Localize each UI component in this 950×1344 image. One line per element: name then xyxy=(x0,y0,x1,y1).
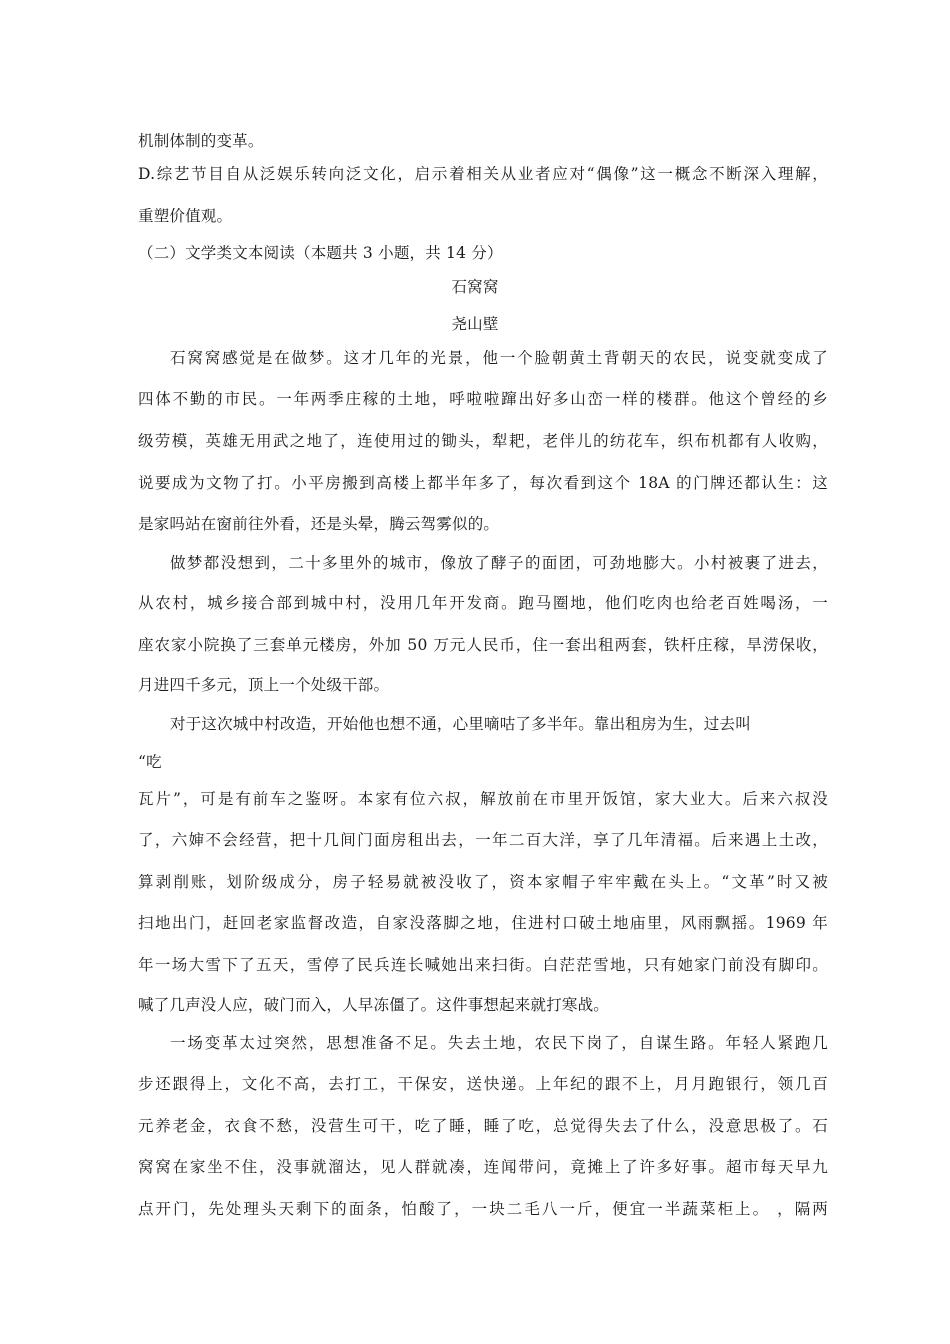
paragraph-1-line-4: 说要成为文物了打。小平房搬到高楼上都半年多了，每次看到这个 18A 的门牌还都认生：这 xyxy=(138,474,828,492)
paragraph-4-line-2: 步还跟得上，文化不高，去打工，干保安，送快递。上年纪的跟不上，月月跑银行，领几百 xyxy=(138,1075,828,1093)
paragraph-3-line-2: “吃 xyxy=(138,753,162,771)
paragraph-3-line-3: 瓦片”，可是有前车之鉴呀。本家有位六叔，解放前在市里开饭馆，家大业大。后来六叔没 xyxy=(138,790,828,808)
paragraph-3-line-6: 扫地出门，赶回老家监督改造，自家没落脚之地，住进村口破土地庙里，风雨飘摇。1969 年 xyxy=(138,914,828,932)
paragraph-3-line-8: 喊了几声没人应，破门而入，人早冻僵了。这件事想起来就打寒战。 xyxy=(138,996,610,1014)
paragraph-2-line-4: 月进四千多元，顶上一个处级干部。 xyxy=(138,676,390,694)
paragraph-1-line-2: 四体不勤的市民。一年两季庄稼的土地，呼啦啦蹿出好多山峦一样的楼群。他这个曾经的乡 xyxy=(138,390,828,408)
paragraph-3-line-7: 年一场大雪下了五天，雪停了民兵连长喊她出来扫街。白茫茫雪地，只有她家门前没有脚印。 xyxy=(138,956,828,974)
paragraph-3-line-5: 算剥削账，划阶级成分，房子轻易就被没收了，资本家帽子牢牢戴在头上。“文革”时又被 xyxy=(138,873,828,891)
paragraph-3-line-1: 对于这次城中村改造，开始他也想不通，心里嘀咕了多半年。靠出租房为生，过去叫 xyxy=(170,715,751,733)
section-heading: （二）文学类文本阅读（本题共 3 小题，共 14 分） xyxy=(138,244,503,262)
previous-text-tail: 机制体制的变革。 xyxy=(138,132,264,150)
paragraph-1-line-3: 级劳模，英雄无用武之地了，连使用过的锄头，犁耙，老伴儿的纺花车，织布机都有人收购， xyxy=(138,432,828,450)
option-d-line-2: 重塑价值观。 xyxy=(138,207,233,225)
paragraph-4-line-5: 点开门，先处理头天剩下的面条，怕酸了，一块二毛八一斤，便宜一半蔬菜柜上。 ，隔两 xyxy=(138,1200,828,1218)
story-author: 尧山壁 xyxy=(451,315,499,333)
paragraph-4-line-4: 窝窝在家坐不住，没事就溜达，见人群就凑，连闻带问，竟摊上了许多好事。超市每天早九 xyxy=(138,1158,828,1176)
option-d-line-1: D.综艺节目自从泛娱乐转向泛文化，启示着相关从业者应对“偶像”这一概念不断深入理解， xyxy=(138,165,828,183)
paragraph-2-line-2: 从农村，城乡接合部到城中村，没用几年开发商。跑马圈地，他们吃肉也给老百姓喝汤，一 xyxy=(138,594,828,612)
paragraph-4-line-3: 元养老金，衣食不愁，没营生可干，吃了睡，睡了吃，总觉得失去了什么，没意思极了。石 xyxy=(138,1117,828,1135)
paragraph-2-line-3: 座农家小院换了三套单元楼房，外加 50 万元人民币，住一套出租两套，铁杆庄稼，旱涝保收， xyxy=(138,636,828,654)
paragraph-4-line-1: 一场变革太过突然，思想准备不足。失去土地，农民下岗了，自谋生路。年轻人紧跑几 xyxy=(170,1034,828,1052)
paragraph-2-line-1: 做梦都没想到，二十多里外的城市，像放了酵子的面团，可劲地膨大。小村被裹了进去， xyxy=(170,554,828,572)
paragraph-1-line-5: 是家吗站在窗前往外看，还是头晕，腾云驾雾似的。 xyxy=(138,515,500,533)
paragraph-3-line-4: 了，六婶不会经营，把十几间门面房租出去，一年二百大洋，享了几年清福。后来遇上土改， xyxy=(138,831,828,849)
paragraph-1-line-1: 石窝窝感觉是在做梦。这才几年的光景，他一个脸朝黄土背朝天的农民，说变就变成了 xyxy=(170,349,828,367)
story-title: 石窝窝 xyxy=(451,278,499,296)
